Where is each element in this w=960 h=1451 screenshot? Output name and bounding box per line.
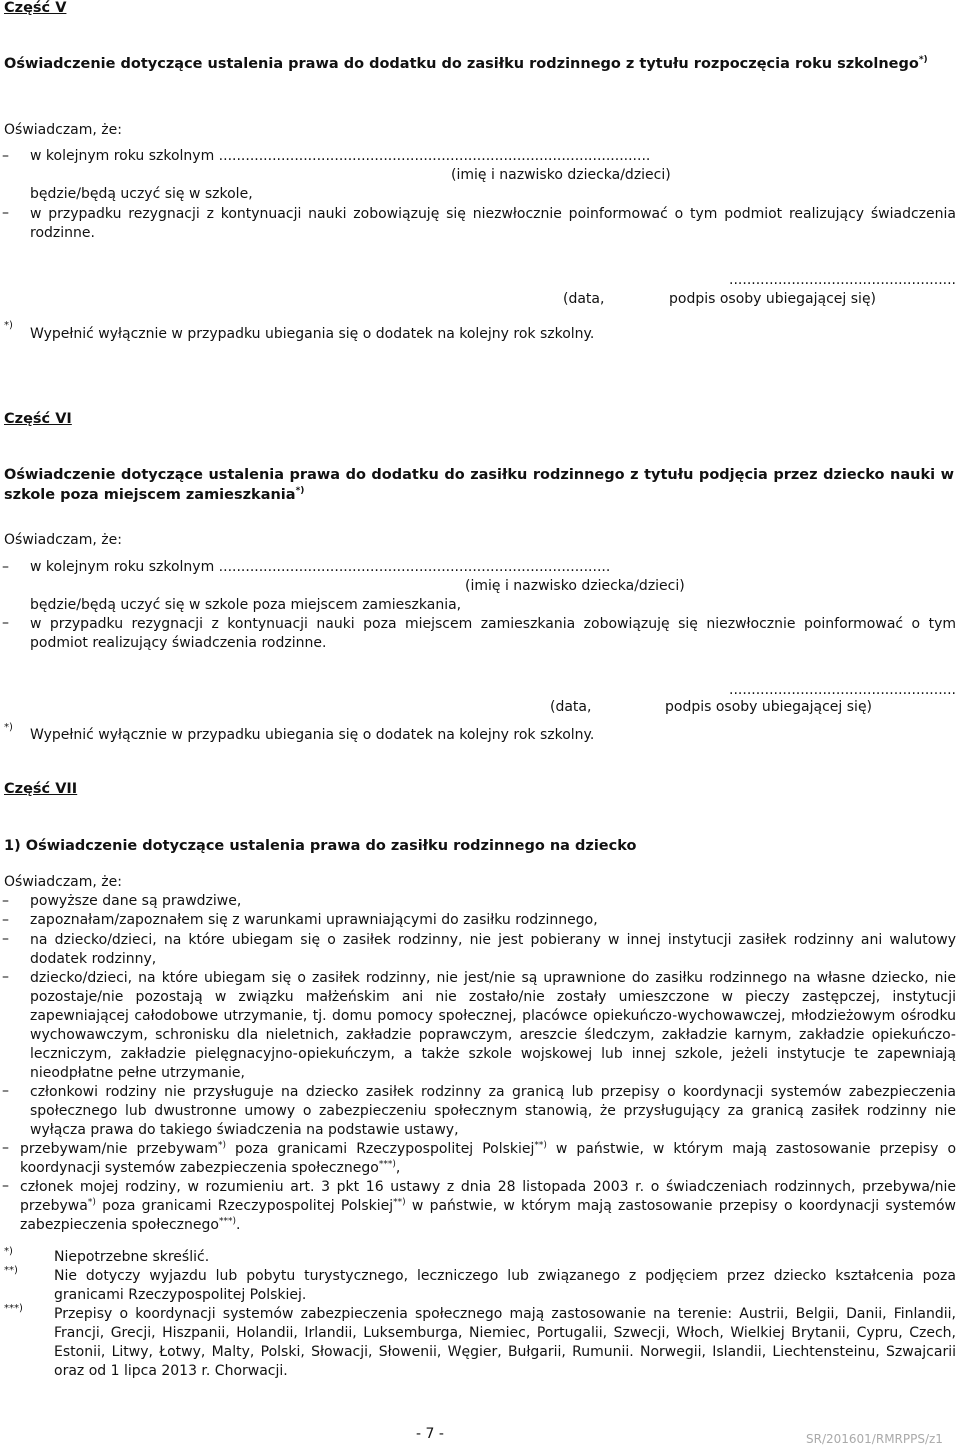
child-name-caption: (imię i nazwisko dziecka/dzieci) — [465, 578, 685, 594]
part-vii-title: 1) Oświadczenie dotyczące ustalenia prawa do zasiłku rodzinnego na dziecko — [4, 838, 637, 854]
footnote: ***) Przepisy o koordynacji systemów zabezpieczenia społecznego mają zastosowanie na terenie: Austrii, Belgii, Danii, Finlandii, Francji, Grecji, Hiszpanii, Holandii, Irlandii, Luksemburga, Niemiec, Portugalii, Szwecji, Włoch, Wielkiej Brytanii, Cypru, Czech, Estonii, Litwy, Łotwy, Malty, Polski, Słowacji, Słowenii, Węgier, Bułgarii, Rumunii. Norwegii, Islandii, Liechtensteinu, Szwajcarii oraz od 1 lipca 2013 r. Chorwacji. — [4, 1303, 956, 1379]
part-vi-declare: Oświadczam, że: — [4, 532, 122, 548]
document-code: SR/201601/RMRPPS/z1 — [806, 1432, 943, 1446]
dash-bullet: – — [2, 969, 9, 985]
page-number: - 7 - — [416, 1426, 444, 1442]
footnote-mark: *) — [4, 722, 13, 733]
list-item: – członek mojej rodziny, w rozumieniu art. 3 pkt 16 ustawy z dnia 28 listopada 2003 r. o świadczeniach rodzinnych, przebywa/nie przebywa*) poza granicami Rzeczypospolitej Polskiej**) w państwie, w którym mają zastosowanie przepisy o koordynacji systemów zabezpieczenia społecznego***). — [2, 1178, 956, 1233]
signature-caption-date: (data, — [563, 291, 605, 307]
part-vi-title: Oświadczenie dotyczące ustalenia prawa do dodatku do zasiłku rodzinnego z tytułu podjęcia przez dziecko nauki w szkole poza miejscem zamieszkania*) — [4, 467, 954, 503]
part-v-declare: Oświadczam, że: — [4, 122, 122, 138]
dash-bullet: – — [2, 1140, 9, 1156]
signature-line[interactable]: ................................................... — [729, 682, 956, 698]
child-name-caption: (imię i nazwisko dziecka/dzieci) — [451, 167, 671, 183]
footnote-text: Wypełnić wyłącznie w przypadku ubiegania się o dodatek na kolejny rok szkolny. — [30, 727, 595, 743]
signature-caption-signature: podpis osoby ubiegającej się) — [665, 699, 873, 715]
part-vii-list — [0, 893, 960, 1235]
dash-bullet: – — [2, 615, 9, 631]
part-vi-heading: Część VI — [4, 411, 72, 427]
list-item: – na dziecko/dzieci, na które ubiegam się o zasiłek rodzinny, nie jest pobierany w innej instytucji zasiłek rodzinny ani walutowy dodatek rodzinny, — [2, 931, 956, 967]
signature-caption-date: (data, — [550, 699, 592, 715]
footnote-mark: *) — [4, 320, 13, 331]
list-item: – dziecko/dzieci, na które ubiegam się o zasiłek rodzinny, nie jest/nie są uprawnione do zasiłku rodzinnego na własne dziecko, nie pozostaje/nie pozostają w związku małżeńskim ani nie zostało/nie zostały umieszczone w pieczy zastępczej, instytucji zapewniającej całodobowe utrzymanie, tj. domu pomocy społecznej, placówce opiekuńczo-wychowawczej, młodzieżowym ośrodku wychowawczym, schronisku dla nieletnich, zakładzie poprawczym, areszcie śledczym, zakładzie karnym, zakładzie opiekuńczo-leczniczym, zakładzie pielęgnacyjno-opiekuńczym, a także szkole wojskowej lub innej szkole, jeżeli instytucje te zapewniają nieodpłatne pełne utrzymanie, — [2, 969, 956, 1081]
footnote: **) Nie dotyczy wyjazdu lub pobytu turystycznego, leczniczego lub związanego z podjęciem przez dziecko kształcenia poza granicami Rzeczypospolitej Polskiej. — [4, 1265, 956, 1303]
part-vii-footnotes — [0, 1248, 960, 1381]
signature-caption-signature: podpis osoby ubiegającej się) — [669, 291, 877, 307]
child-name-field[interactable]: w kolejnym roku szkolnym ........................................................................................ — [30, 559, 611, 575]
part-vi-item-1 — [0, 559, 960, 577]
part-vii-declare: Oświadczam, że: — [4, 874, 122, 890]
part-v-heading: Część V — [4, 0, 67, 16]
dash-bullet: – — [2, 912, 9, 928]
dash-bullet: – — [2, 148, 9, 164]
signature-line[interactable]: ................................................... — [729, 272, 956, 288]
list-item: – powyższe dane są prawdziwe, — [2, 893, 242, 909]
part-vii-heading: Część VII — [4, 781, 78, 797]
dash-bullet: – — [2, 893, 9, 909]
footnote: *) Niepotrzebne skreślić. — [4, 1246, 210, 1265]
dash-bullet: – — [2, 931, 9, 947]
part-v-item-1-cont: będzie/będą uczyć się w szkole, — [30, 186, 253, 202]
part-vi-item-1-cont: będzie/będą uczyć się w szkole poza miejscem zamieszkania, — [30, 597, 462, 613]
dash-bullet: – — [2, 559, 9, 575]
document-page: Część V Oświadczenie dotyczące ustalenia prawa do dodatku do zasiłku rodzinnego z tytułu rozpoczęcia roku szkolnego*) Oświadczam, że: – w kolejnym roku szkolnym ................................................................................................. (imię i nazwisko dziecka/dzieci) będzie/będą uczyć się w szkole, – w przypadku rezygnacji z kontynuacji nauki zobowiązuję się niezwłocznie poinformować o tym podmiot realizujący świadczenia rodzinne. ................................................... (data, podpis osoby ubiegającej się) *) Wypełnić wyłącznie w przypadku ubiegania się o dodatek na kolejny rok szkolny. Część VI Oświadczenie dotyczące ustalenia prawa do dodatku do zasiłku rodzinnego z tytułu podjęcia przez dziecko nauki w szkole poza miejscem zamieszkania*) Oświadczam, że: – w kolejnym roku szkolnym ........................................................................................ (imię i nazwisko dziecka/dzieci) będzie/będą uczyć się w szkole poza miejscem zamieszkania, – w przypadku rezygnacji z kontynuacji nauki poza miejscem zamieszkania zobowiązuję się niezwłocznie poinformować o tym podmiot realizujący świadczenia rodzinne. ................................................... (data, podpis osoby ubiegającej się) *) Wypełnić wyłącznie w przypadku ubiegania się o dodatek na kolejny rok szkolny. Część VII 1) Oświadczenie dotyczące ustalenia prawa do zasiłku rodzinnego na dziecko Oświadczam, że: – powyższe dane są prawdziwe, – zapoznałam/zapoznałem się z warunkami uprawniającymi do zasiłku rodzinnego, – na dziecko/dzieci, na które ubiegam się o zasiłek rodzinny, nie jest pobierany w innej instytucji zasiłek rodzinny ani walutowy dodatek rodzinny, – dziecko/dzieci, na które ubiegam się o zasiłek rodzinny, nie jest/nie są uprawnione do zasiłku rodzinnego na własne dziecko, nie pozostaje/nie pozostają w związku małżeńskim ani nie zostało/nie zostały umieszczone w pieczy zastępczej, instytucji zapewniającej całodobowe utrzymanie, tj. domu pomocy społecznej, placówce opiekuńczo-wychowawczej, młodzieżowym ośrodku wychowawczym, schronisku dla nieletnich, zakładzie poprawczym, areszcie śledczym, zakładzie karnym, zakładzie opiekuńczo-leczniczym, zakładzie pielęgnacyjno-opiekuńczym, a także szkole wojskowej lub innej szkole, jeżeli instytucje te zapewniają nieodpłatne pełne utrzymanie, – członkowi rodziny nie przysługuje na dziecko zasiłek rodzinny za granicą lub przepisy o koordynacji systemów zabezpieczenia społecznego lub dwustronne umowy o zabezpieczeniu społecznym stanowią, że przysługujący za granicą zasiłek rodzinny nie wyłącza prawa do takiego świadczenia na podstawie ustawy, – przebywam/nie przebywam*) poza granicami Rzeczypospolitej Polskiej**) w państwie, w którym mają zastosowanie przepisy o koordynacji systemów zabezpieczenia społecznego***), – członek mojej rodziny, w rozumieniu art. 3 pkt 16 ustawy z dnia 28 listopada 2003 r. o świadczeniach rodzinnych, przebywa/nie przebywa*) poza granicami Rzeczypospolitej Polskiej**) w państwie, w którym mają zastosowanie przepisy o koordynacji systemów zabezpieczenia społecznego***). *) Niepotrzebne skreślić. **) Nie dotyczy wyjazdu lub pobytu turystycznego, leczniczego lub związanego z podjęciem przez dziecko kształcenia poza granicami Rzeczypospolitej Polskiej. ***) Przepisy o koordynacji systemów zabezpieczenia społecznego mają zastosowanie na terenie: Austrii, Belgii, Danii, Finlandii, Francji, Grecji, Hiszpanii, Holandii, Irlandii, Luksemburga, Niemiec, Portugalii, Szwecji, Włoch, Wielkiej Brytanii, Cypru, Czech, Estonii, Litwy, Łotwy, Malty, Polski, Słowacji, Słowenii, Węgier, Bułgarii, Rumunii. Norwegii, Islandii, Liechtensteinu, Szwajcarii oraz od 1 lipca 2013 r. Chorwacji. - 7 - SR/201601/RMRPPS/z1 — [0, 0, 960, 1451]
footnote-text: Wypełnić wyłącznie w przypadku ubiegania się o dodatek na kolejny rok szkolny. — [30, 326, 595, 342]
list-item: – członkowi rodziny nie przysługuje na dziecko zasiłek rodzinny za granicą lub przepisy o koordynacji systemów zabezpieczenia społecznego lub dwustronne umowy o zabezpieczeniu społecznym stanowią, że przysługujący za granicą zasiłek rodzinny nie wyłącza prawa do takiego świadczenia na podstawie ustawy, — [2, 1083, 956, 1138]
part-v-title: Oświadczenie dotyczące ustalenia prawa do dodatku do zasiłku rodzinnego z tytułu rozpoczęcia roku szkolnego*) — [4, 55, 928, 72]
dash-bullet: – — [2, 1178, 9, 1194]
list-item: – przebywam/nie przebywam*) poza granicami Rzeczypospolitej Polskiej**) w państwie, w którym mają zastosowanie przepisy o koordynacji systemów zabezpieczenia społecznego***), — [2, 1140, 957, 1176]
list-item: – zapoznałam/zapoznałem się z warunkami uprawniającymi do zasiłku rodzinnego, — [2, 912, 598, 928]
dash-bullet: – — [2, 205, 9, 221]
part-v-item-1 — [0, 148, 960, 166]
child-name-field[interactable]: w kolejnym roku szkolnym ................................................................................................. — [30, 148, 651, 164]
dash-bullet: – — [2, 1083, 9, 1099]
